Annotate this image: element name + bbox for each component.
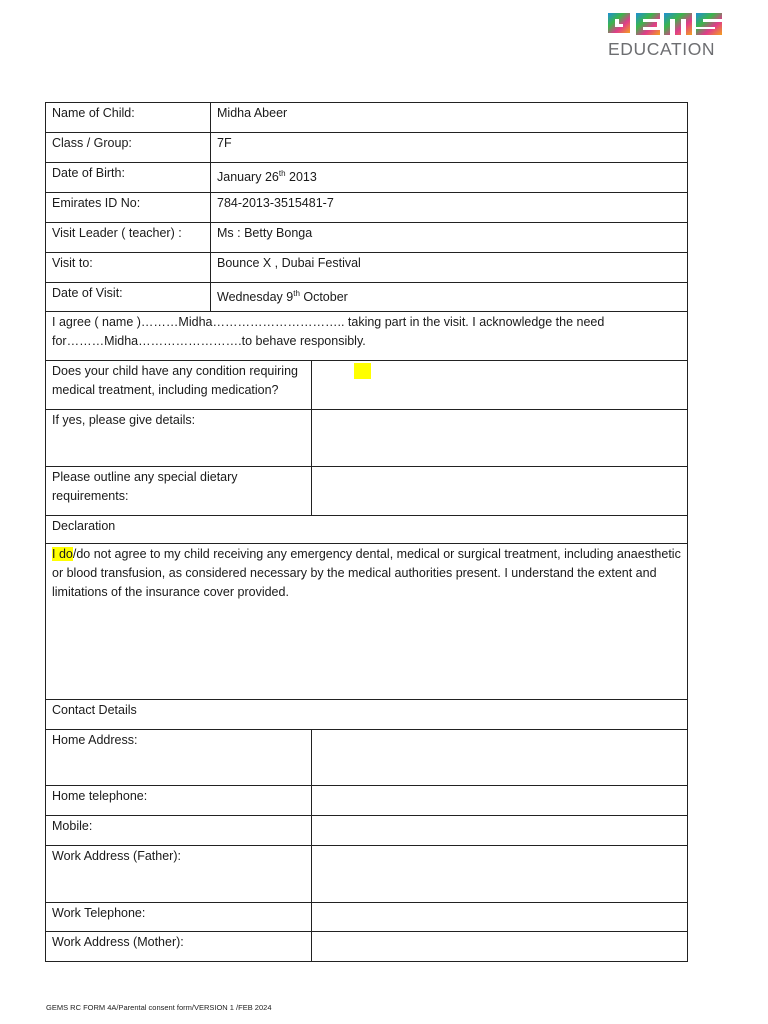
field-label: Visit to: [46,253,211,283]
field-value-class[interactable]: 7F [211,133,688,163]
mobile-input[interactable] [312,816,688,846]
contact-heading: Contact Details [46,700,688,730]
field-value-visit-to[interactable]: Bounce X , Dubai Festival [211,253,688,283]
field-label: Visit Leader ( teacher) : [46,223,211,253]
form-row-visit-date [46,283,688,312]
field-value-emirates-id[interactable]: 784-2013-3515481-7 [211,193,688,223]
visit-date-month: October [299,290,348,305]
dietary-answer[interactable] [312,467,688,516]
form-row-work-address-mother [46,932,688,962]
work-address-mother-input[interactable] [312,932,688,962]
field-label: Date of Visit: [46,283,211,312]
parental-consent-form [45,102,688,962]
field-label: Emirates ID No: [46,193,211,223]
highlight-mark [354,363,371,379]
form-row-name [46,103,688,133]
medical-answer[interactable] [312,361,688,410]
field-value-visit-date[interactable] [211,283,688,312]
form-row-emirates-id [46,193,688,223]
contact-label: Work Telephone: [46,903,312,932]
form-row-dietary [46,467,688,516]
dob-text: January 26 [217,170,279,185]
form-row-home-telephone [46,786,688,816]
work-address-father-input[interactable] [312,846,688,903]
gems-education-logo [606,9,726,61]
contact-label: Work Address (Mother): [46,932,312,962]
home-telephone-input[interactable] [312,786,688,816]
details-answer[interactable] [312,410,688,467]
field-label: Name of Child: [46,103,211,133]
form-row-work-address-father [46,846,688,903]
field-value-visit-leader[interactable]: Ms : Betty Bonga [211,223,688,253]
dietary-question: Please outline any special dietary requirements: [46,467,312,516]
logo-text: EDUCATION [608,39,716,59]
visit-date-text: Wednesday 9 [217,290,294,305]
contact-label: Home telephone: [46,786,312,816]
declaration-heading: Declaration [46,516,688,544]
form-row-work-telephone [46,903,688,932]
form-row-declaration-heading [46,516,688,544]
form-row-home-address [46,730,688,786]
field-value-dob[interactable] [211,163,688,193]
agreement-line-1: I agree ( name )………Midha………………………….. taking part in the visit. I acknowledge the need [52,315,605,329]
contact-label: Home Address: [46,730,312,786]
declaration-highlight: I do [52,547,73,561]
work-telephone-input[interactable] [312,903,688,932]
form-row-details [46,410,688,467]
visit-date-suffix: th [293,289,300,298]
agreement-statement[interactable] [46,312,688,361]
dob-suffix: th [278,169,286,178]
medical-question: Does your child have any condition requiring medical treatment, including medication? [46,361,312,410]
form-row-contact-heading [46,700,688,730]
form-footer: GEMS RC FORM 4A/Parental consent form/VERSION 1 /FEB 2024 [46,1003,272,1012]
form-row-declaration [46,544,688,700]
home-address-input[interactable] [312,730,688,786]
field-label: Class / Group: [46,133,211,163]
declaration-body: /do not agree to my child receiving any emergency dental, medical or surgical treatment, including anaesthetic or blood transfusion, as considered necessary by the medical authorities present. I understand the extent and limitations of the insurance cover provided. [52,547,681,599]
contact-label: Work Address (Father): [46,846,312,903]
gems-logo-mark [606,9,724,37]
details-question: If yes, please give details: [46,410,312,467]
form-row-visit-to [46,253,688,283]
form-row-visit-leader [46,223,688,253]
contact-label: Mobile: [46,816,312,846]
form-row-medical [46,361,688,410]
field-label: Date of Birth: [46,163,211,193]
field-value-name[interactable]: Midha Abeer [211,103,688,133]
form-row-mobile [46,816,688,846]
dob-year: 2013 [285,170,317,185]
agreement-line-2: for………Midha…………………….to behave responsibly. [52,334,366,348]
form-row-class [46,133,688,163]
form-row-dob [46,163,688,193]
form-row-agreement [46,312,688,361]
declaration-text[interactable] [46,544,688,700]
